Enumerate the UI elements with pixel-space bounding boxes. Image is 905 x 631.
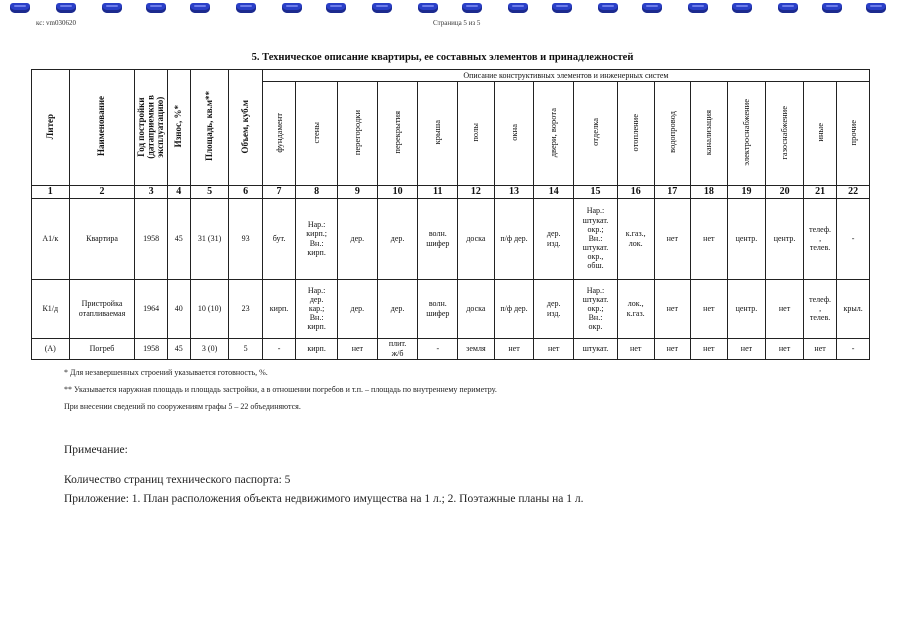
table-cell: дер.: [338, 198, 378, 279]
spiral-binding: [0, 0, 905, 16]
table-cell: нет: [727, 338, 766, 359]
table-cell: (А): [32, 338, 70, 359]
column-number: 13: [494, 186, 534, 199]
table-cell: 1964: [135, 279, 167, 338]
table-cell: Нар.: штукат. окр.; Вн.: штукат. окр., обш.: [574, 198, 618, 279]
table-cell: лок., к.газ.: [617, 279, 654, 338]
column-header-label: полы: [470, 123, 481, 142]
column-number: 22: [837, 186, 870, 199]
column-number: 10: [377, 186, 418, 199]
table-cell: дер. изд.: [534, 279, 574, 338]
column-header-label: двери, ворота: [548, 107, 559, 158]
table-cell: центр.: [766, 198, 804, 279]
binding-ring: [462, 3, 482, 13]
binding-ring: [326, 3, 346, 13]
column-number: 17: [654, 186, 691, 199]
column-header-label: крыша: [432, 120, 443, 145]
column-header-4: [167, 70, 190, 186]
table-cell: центр.: [727, 279, 766, 338]
appendix-text: Приложение: 1. План расположения объекта недвижимого имущества на 1 л.; 2. Поэтажные планы на 1 л.: [64, 493, 584, 505]
section-title: 5. Техническое описание квартиры, ее составных элементов и принадлежностей: [251, 52, 634, 63]
column-number: 7: [262, 186, 295, 199]
column-number: 14: [534, 186, 574, 199]
table-cell: кирп.: [262, 279, 295, 338]
table-cell: п/ф дер.: [494, 279, 534, 338]
table-cell: плит. ж/б: [377, 338, 418, 359]
column-header-label: прочие: [847, 119, 858, 146]
binding-ring: [190, 3, 210, 13]
note-heading: Примечание:: [64, 444, 128, 456]
page-count-text: Количество страниц технического паспорта: 5: [64, 474, 291, 486]
table-cell: нет: [338, 338, 378, 359]
table-cell: земля: [458, 338, 495, 359]
column-header-label: перекрытия: [392, 111, 403, 154]
table-cell: Погреб: [69, 338, 135, 359]
column-header-label: газоснабжение: [779, 105, 790, 160]
table-cell: -: [262, 338, 295, 359]
table-cell: нет: [691, 279, 728, 338]
column-header-label: канализация: [703, 109, 714, 155]
table-cell: к.газ., лок.: [617, 198, 654, 279]
column-header-14: [534, 82, 574, 186]
column-header-21: [803, 82, 836, 186]
column-number: 15: [574, 186, 618, 199]
table-row: [32, 198, 870, 279]
column-header-2: [69, 70, 135, 186]
column-header-label: отопление: [630, 113, 641, 152]
table-cell: Квартира: [69, 198, 135, 279]
column-header-18: [691, 82, 728, 186]
column-header-7: [262, 82, 295, 186]
table-cell: Нар.: кирп.; Вн.: кирп.: [296, 198, 338, 279]
table-cell: волн. шифер: [418, 198, 458, 279]
column-header-label: перегородки: [351, 109, 362, 155]
column-number: 6: [229, 186, 262, 199]
table-cell: 5: [229, 338, 262, 359]
table-cell: доска: [458, 198, 495, 279]
table-cell: -: [418, 338, 458, 359]
page-number: Страница 5 из 5: [433, 19, 481, 27]
column-header-label: водопровод: [666, 111, 677, 154]
column-header-9: [338, 82, 378, 186]
binding-ring: [56, 3, 76, 13]
binding-ring: [732, 3, 752, 13]
table-cell: дер. изд.: [534, 198, 574, 279]
table-cell: нет: [766, 338, 804, 359]
binding-ring: [418, 3, 438, 13]
table-cell: А1/к: [32, 198, 70, 279]
column-header-3: [135, 70, 167, 186]
column-header-15: [574, 82, 618, 186]
column-header-label: отделка: [590, 118, 601, 147]
document-code: кс: vm030620: [36, 19, 76, 27]
table-cell: 10 (10): [190, 279, 229, 338]
table-cell: телеф. , телев.: [803, 279, 836, 338]
table-cell: 1958: [135, 198, 167, 279]
column-number: 21: [803, 186, 836, 199]
column-header-label: окна: [508, 124, 519, 141]
table-cell: дер.: [377, 198, 418, 279]
table-cell: кирп.: [296, 338, 338, 359]
binding-ring: [372, 3, 392, 13]
column-header-12: [458, 82, 495, 186]
binding-ring: [778, 3, 798, 13]
table-cell: волн. шифер: [418, 279, 458, 338]
table-cell: нет: [691, 338, 728, 359]
table-cell: телеф. , телев.: [803, 198, 836, 279]
table-cell: нет: [534, 338, 574, 359]
column-header-13: [494, 82, 534, 186]
footnote-3: При внесении сведений по сооружениям графы 5 – 22 объединяются.: [64, 402, 301, 411]
table-cell: -: [837, 198, 870, 279]
binding-ring: [822, 3, 842, 13]
column-number: 18: [691, 186, 728, 199]
table-cell: крыл.: [837, 279, 870, 338]
column-number: 20: [766, 186, 804, 199]
column-header-label: Год постройки (датаприемки в эксплуатацию): [135, 94, 165, 159]
table-cell: Нар.: дер. кар.; Вн.: кирп.: [296, 279, 338, 338]
binding-ring: [282, 3, 302, 13]
column-header-label: Литер: [44, 113, 55, 140]
column-header-5: [190, 70, 229, 186]
column-header-20: [766, 82, 804, 186]
binding-ring: [146, 3, 166, 13]
table-cell: нет: [654, 279, 691, 338]
table-cell: доска: [458, 279, 495, 338]
binding-ring: [642, 3, 662, 13]
binding-ring: [688, 3, 708, 13]
binding-ring: [866, 3, 886, 13]
table-row: [32, 338, 870, 359]
column-number: 11: [418, 186, 458, 199]
column-number: 5: [190, 186, 229, 199]
column-header-label: электроснабжение: [740, 99, 751, 166]
binding-ring: [598, 3, 618, 13]
column-number: 9: [338, 186, 378, 199]
table-cell: 40: [167, 279, 190, 338]
column-number: 3: [135, 186, 167, 199]
table-row: [32, 279, 870, 338]
column-header-label: Наименование: [96, 96, 107, 157]
table-cell: 45: [167, 198, 190, 279]
column-number-row: [32, 186, 870, 199]
column-number: 16: [617, 186, 654, 199]
table-cell: 1958: [135, 338, 167, 359]
footnote-2: ** Указывается наружная площадь и площадь застройки, а в отношении погребов и т.п. – площадь по внутреннему периметру.: [64, 385, 497, 394]
group-header: Описание конструктивных элементов и инженерных систем: [262, 70, 869, 82]
column-number: 8: [296, 186, 338, 199]
column-header-11: [418, 82, 458, 186]
table-cell: 93: [229, 198, 262, 279]
footnote-1: * Для незавершенных строений указывается готовность, %.: [64, 368, 268, 377]
table-cell: нет: [494, 338, 534, 359]
binding-ring: [236, 3, 256, 13]
table-cell: 31 (31): [190, 198, 229, 279]
column-number: 4: [167, 186, 190, 199]
column-number: 2: [69, 186, 135, 199]
table-cell: 45: [167, 338, 190, 359]
table-cell: нет: [766, 279, 804, 338]
column-header-22: [837, 82, 870, 186]
binding-ring: [102, 3, 122, 13]
table-cell: нет: [691, 198, 728, 279]
table-cell: нет: [654, 338, 691, 359]
column-number: 1: [32, 186, 70, 199]
column-header-19: [727, 82, 766, 186]
table-cell: бут.: [262, 198, 295, 279]
column-header-8: [296, 82, 338, 186]
table-cell: Пристройка отапливаемая: [69, 279, 135, 338]
table-cell: п/ф дер.: [494, 198, 534, 279]
binding-ring: [508, 3, 528, 13]
technical-description-table: [31, 69, 870, 360]
column-header-17: [654, 82, 691, 186]
table-cell: 3 (0): [190, 338, 229, 359]
column-header-label: иные: [814, 123, 825, 142]
table-cell: нет: [654, 198, 691, 279]
column-header-label: стены: [311, 121, 322, 144]
table-cell: дер.: [377, 279, 418, 338]
table-cell: нет: [617, 338, 654, 359]
table-cell: -: [837, 338, 870, 359]
table-cell: 23: [229, 279, 262, 338]
table-cell: дер.: [338, 279, 378, 338]
column-header-10: [377, 82, 418, 186]
table-cell: К1/д: [32, 279, 70, 338]
column-header-label: Износ, %*: [173, 105, 184, 148]
binding-ring: [552, 3, 572, 13]
column-header-label: Объем, куб.м: [239, 99, 250, 154]
column-header-label: фундамент: [273, 112, 284, 153]
column-header-16: [617, 82, 654, 186]
table-cell: нет: [803, 338, 836, 359]
column-header-1: [32, 70, 70, 186]
column-number: 12: [458, 186, 495, 199]
table-cell: Нар.: штукат. окр.; Вн.: окр.: [574, 279, 618, 338]
column-header-label: Площадь, кв.м**: [203, 91, 214, 162]
column-header-6: [229, 70, 262, 186]
table-cell: центр.: [727, 198, 766, 279]
column-number: 19: [727, 186, 766, 199]
table-cell: штукат.: [574, 338, 618, 359]
binding-ring: [10, 3, 30, 13]
